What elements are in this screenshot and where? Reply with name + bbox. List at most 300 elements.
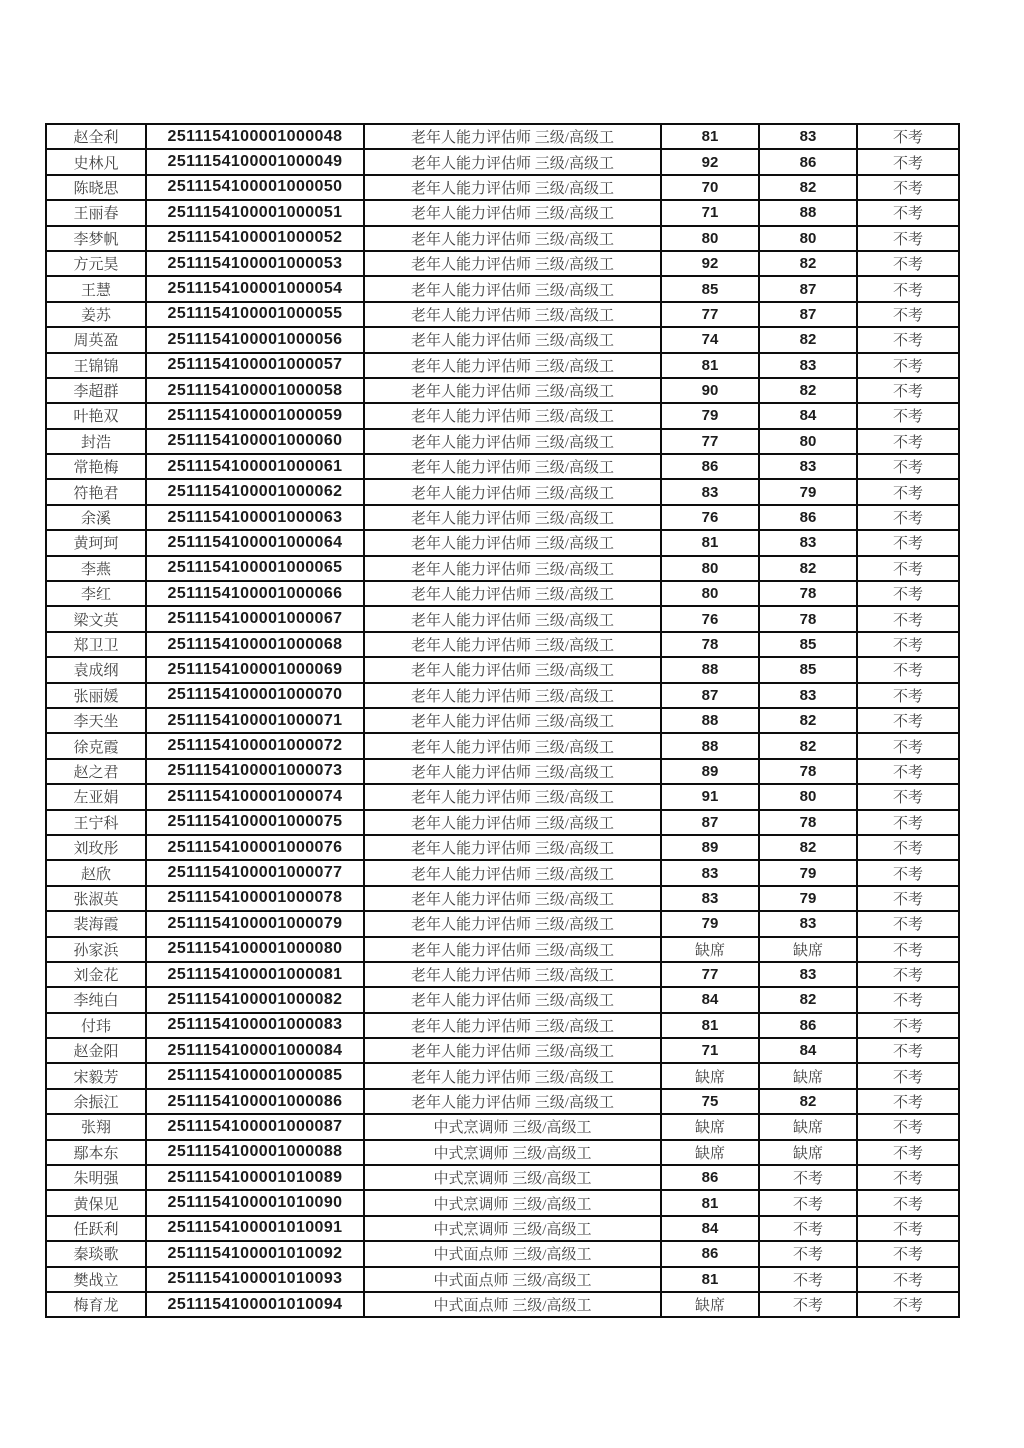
results-table-body bbox=[46, 124, 959, 1317]
name-cell: 刘金花 bbox=[46, 962, 146, 987]
name-cell: 符艳君 bbox=[46, 479, 146, 504]
name-cell: 秦琰歌 bbox=[46, 1241, 146, 1266]
occupation-level-cell: 老年人能力评估师 三级/高级工 bbox=[364, 1038, 661, 1063]
occupation-level-cell: 老年人能力评估师 三级/高级工 bbox=[364, 200, 661, 225]
table-row bbox=[46, 733, 959, 758]
occupation-level-cell: 中式烹调师 三级/高级工 bbox=[364, 1114, 661, 1139]
score-3-cell: 不考 bbox=[857, 886, 959, 911]
name-cell: 樊战立 bbox=[46, 1267, 146, 1292]
score-2-cell: 83 bbox=[759, 454, 857, 479]
score-1-cell: 84 bbox=[661, 1216, 759, 1241]
occupation-level-cell: 老年人能力评估师 三级/高级工 bbox=[364, 581, 661, 606]
occupation-level-cell: 老年人能力评估师 三级/高级工 bbox=[364, 784, 661, 809]
score-1-cell: 71 bbox=[661, 200, 759, 225]
name-cell: 李纯白 bbox=[46, 987, 146, 1012]
table-row bbox=[46, 708, 959, 733]
score-1-cell: 缺席 bbox=[661, 1063, 759, 1088]
score-2-cell: 缺席 bbox=[759, 1114, 857, 1139]
table-row bbox=[46, 1216, 959, 1241]
occupation-level-cell: 老年人能力评估师 三级/高级工 bbox=[364, 403, 661, 428]
score-3-cell: 不考 bbox=[857, 149, 959, 174]
occupation-level-cell: 中式烹调师 三级/高级工 bbox=[364, 1140, 661, 1165]
score-1-cell: 79 bbox=[661, 911, 759, 936]
occupation-level-cell: 老年人能力评估师 三级/高级工 bbox=[364, 1013, 661, 1038]
score-3-cell: 不考 bbox=[857, 1267, 959, 1292]
score-1-cell: 缺席 bbox=[661, 1114, 759, 1139]
exam-id-cell: 2511154100001010093 bbox=[146, 1267, 364, 1292]
name-cell: 常艳梅 bbox=[46, 454, 146, 479]
score-1-cell: 81 bbox=[661, 124, 759, 149]
name-cell: 宋毅芳 bbox=[46, 1063, 146, 1088]
table-row bbox=[46, 175, 959, 200]
name-cell: 史林凡 bbox=[46, 149, 146, 174]
occupation-level-cell: 老年人能力评估师 三级/高级工 bbox=[364, 860, 661, 885]
occupation-level-cell: 老年人能力评估师 三级/高级工 bbox=[364, 175, 661, 200]
score-2-cell: 不考 bbox=[759, 1216, 857, 1241]
exam-id-cell: 2511154100001000054 bbox=[146, 276, 364, 301]
table-row bbox=[46, 1267, 959, 1292]
score-1-cell: 92 bbox=[661, 251, 759, 276]
table-row bbox=[46, 1063, 959, 1088]
score-3-cell: 不考 bbox=[857, 505, 959, 530]
score-1-cell: 86 bbox=[661, 454, 759, 479]
table-row bbox=[46, 1140, 959, 1165]
score-1-cell: 78 bbox=[661, 632, 759, 657]
score-2-cell: 82 bbox=[759, 556, 857, 581]
occupation-level-cell: 老年人能力评估师 三级/高级工 bbox=[364, 302, 661, 327]
table-row bbox=[46, 302, 959, 327]
table-row bbox=[46, 962, 959, 987]
score-3-cell: 不考 bbox=[857, 962, 959, 987]
score-2-cell: 78 bbox=[759, 606, 857, 631]
name-cell: 梅育龙 bbox=[46, 1292, 146, 1317]
score-2-cell: 79 bbox=[759, 479, 857, 504]
table-row bbox=[46, 1114, 959, 1139]
exam-id-cell: 2511154100001000065 bbox=[146, 556, 364, 581]
score-1-cell: 90 bbox=[661, 378, 759, 403]
table-row bbox=[46, 251, 959, 276]
occupation-level-cell: 老年人能力评估师 三级/高级工 bbox=[364, 149, 661, 174]
score-1-cell: 88 bbox=[661, 657, 759, 682]
occupation-level-cell: 老年人能力评估师 三级/高级工 bbox=[364, 556, 661, 581]
exam-id-cell: 2511154100001000061 bbox=[146, 454, 364, 479]
score-1-cell: 86 bbox=[661, 1165, 759, 1190]
occupation-level-cell: 中式面点师 三级/高级工 bbox=[364, 1292, 661, 1317]
exam-id-cell: 2511154100001000082 bbox=[146, 987, 364, 1012]
name-cell: 姜苏 bbox=[46, 302, 146, 327]
score-1-cell: 88 bbox=[661, 708, 759, 733]
exam-id-cell: 2511154100001000064 bbox=[146, 530, 364, 555]
score-1-cell: 84 bbox=[661, 987, 759, 1012]
exam-id-cell: 2511154100001000074 bbox=[146, 784, 364, 809]
occupation-level-cell: 老年人能力评估师 三级/高级工 bbox=[364, 276, 661, 301]
name-cell: 黄保见 bbox=[46, 1190, 146, 1215]
score-3-cell: 不考 bbox=[857, 606, 959, 631]
score-3-cell: 不考 bbox=[857, 251, 959, 276]
exam-id-cell: 2511154100001000053 bbox=[146, 251, 364, 276]
score-3-cell: 不考 bbox=[857, 683, 959, 708]
score-2-cell: 82 bbox=[759, 378, 857, 403]
exam-id-cell: 2511154100001000083 bbox=[146, 1013, 364, 1038]
name-cell: 梁文英 bbox=[46, 606, 146, 631]
table-row bbox=[46, 226, 959, 251]
occupation-level-cell: 老年人能力评估师 三级/高级工 bbox=[364, 505, 661, 530]
exam-id-cell: 2511154100001000062 bbox=[146, 479, 364, 504]
table-row bbox=[46, 1165, 959, 1190]
score-2-cell: 缺席 bbox=[759, 937, 857, 962]
exam-id-cell: 2511154100001000049 bbox=[146, 149, 364, 174]
name-cell: 袁成纲 bbox=[46, 657, 146, 682]
score-1-cell: 74 bbox=[661, 327, 759, 352]
occupation-level-cell: 老年人能力评估师 三级/高级工 bbox=[364, 987, 661, 1012]
exam-id-cell: 2511154100001000087 bbox=[146, 1114, 364, 1139]
exam-id-cell: 2511154100001000063 bbox=[146, 505, 364, 530]
score-3-cell: 不考 bbox=[857, 911, 959, 936]
score-1-cell: 81 bbox=[661, 1267, 759, 1292]
score-3-cell: 不考 bbox=[857, 175, 959, 200]
score-1-cell: 85 bbox=[661, 276, 759, 301]
table-row bbox=[46, 1089, 959, 1114]
score-3-cell: 不考 bbox=[857, 327, 959, 352]
score-2-cell: 83 bbox=[759, 683, 857, 708]
score-1-cell: 86 bbox=[661, 1241, 759, 1266]
score-1-cell: 81 bbox=[661, 1190, 759, 1215]
score-1-cell: 71 bbox=[661, 1038, 759, 1063]
exam-id-cell: 2511154100001010094 bbox=[146, 1292, 364, 1317]
score-2-cell: 82 bbox=[759, 708, 857, 733]
score-2-cell: 80 bbox=[759, 226, 857, 251]
exam-id-cell: 2511154100001000050 bbox=[146, 175, 364, 200]
score-1-cell: 76 bbox=[661, 606, 759, 631]
score-2-cell: 79 bbox=[759, 886, 857, 911]
exam-id-cell: 2511154100001000085 bbox=[146, 1063, 364, 1088]
score-2-cell: 84 bbox=[759, 1038, 857, 1063]
name-cell: 左亚娟 bbox=[46, 784, 146, 809]
exam-id-cell: 2511154100001000066 bbox=[146, 581, 364, 606]
occupation-level-cell: 老年人能力评估师 三级/高级工 bbox=[364, 835, 661, 860]
score-3-cell: 不考 bbox=[857, 1038, 959, 1063]
name-cell: 徐克霞 bbox=[46, 733, 146, 758]
score-2-cell: 85 bbox=[759, 632, 857, 657]
score-1-cell: 83 bbox=[661, 860, 759, 885]
score-3-cell: 不考 bbox=[857, 226, 959, 251]
score-1-cell: 77 bbox=[661, 429, 759, 454]
exam-id-cell: 2511154100001000052 bbox=[146, 226, 364, 251]
table-row bbox=[46, 124, 959, 149]
occupation-level-cell: 老年人能力评估师 三级/高级工 bbox=[364, 454, 661, 479]
table-row bbox=[46, 683, 959, 708]
exam-id-cell: 2511154100001010089 bbox=[146, 1165, 364, 1190]
score-1-cell: 70 bbox=[661, 175, 759, 200]
exam-id-cell: 2511154100001000048 bbox=[146, 124, 364, 149]
occupation-level-cell: 老年人能力评估师 三级/高级工 bbox=[364, 708, 661, 733]
occupation-level-cell: 老年人能力评估师 三级/高级工 bbox=[364, 657, 661, 682]
table-row bbox=[46, 835, 959, 860]
occupation-level-cell: 老年人能力评估师 三级/高级工 bbox=[364, 479, 661, 504]
table-row bbox=[46, 1190, 959, 1215]
score-3-cell: 不考 bbox=[857, 479, 959, 504]
score-3-cell: 不考 bbox=[857, 581, 959, 606]
score-1-cell: 缺席 bbox=[661, 937, 759, 962]
score-2-cell: 不考 bbox=[759, 1190, 857, 1215]
exam-id-cell: 2511154100001000080 bbox=[146, 937, 364, 962]
name-cell: 李梦帆 bbox=[46, 226, 146, 251]
occupation-level-cell: 老年人能力评估师 三级/高级工 bbox=[364, 886, 661, 911]
score-3-cell: 不考 bbox=[857, 1114, 959, 1139]
table-row bbox=[46, 810, 959, 835]
score-1-cell: 79 bbox=[661, 403, 759, 428]
table-row bbox=[46, 454, 959, 479]
occupation-level-cell: 老年人能力评估师 三级/高级工 bbox=[364, 429, 661, 454]
exam-id-cell: 2511154100001000056 bbox=[146, 327, 364, 352]
name-cell: 黄珂珂 bbox=[46, 530, 146, 555]
name-cell: 任跃利 bbox=[46, 1216, 146, 1241]
score-2-cell: 86 bbox=[759, 149, 857, 174]
table-row bbox=[46, 632, 959, 657]
occupation-level-cell: 老年人能力评估师 三级/高级工 bbox=[364, 632, 661, 657]
score-3-cell: 不考 bbox=[857, 759, 959, 784]
score-3-cell: 不考 bbox=[857, 530, 959, 555]
table-row bbox=[46, 606, 959, 631]
name-cell: 李红 bbox=[46, 581, 146, 606]
score-2-cell: 85 bbox=[759, 657, 857, 682]
occupation-level-cell: 老年人能力评估师 三级/高级工 bbox=[364, 226, 661, 251]
score-3-cell: 不考 bbox=[857, 353, 959, 378]
name-cell: 赵金阳 bbox=[46, 1038, 146, 1063]
occupation-level-cell: 老年人能力评估师 三级/高级工 bbox=[364, 1089, 661, 1114]
exam-id-cell: 2511154100001000057 bbox=[146, 353, 364, 378]
score-1-cell: 89 bbox=[661, 835, 759, 860]
score-3-cell: 不考 bbox=[857, 1216, 959, 1241]
score-3-cell: 不考 bbox=[857, 987, 959, 1012]
score-1-cell: 77 bbox=[661, 962, 759, 987]
name-cell: 封浩 bbox=[46, 429, 146, 454]
score-2-cell: 84 bbox=[759, 403, 857, 428]
score-3-cell: 不考 bbox=[857, 403, 959, 428]
exam-id-cell: 2511154100001000078 bbox=[146, 886, 364, 911]
name-cell: 赵全利 bbox=[46, 124, 146, 149]
score-1-cell: 83 bbox=[661, 479, 759, 504]
exam-id-cell: 2511154100001010091 bbox=[146, 1216, 364, 1241]
score-2-cell: 80 bbox=[759, 429, 857, 454]
score-3-cell: 不考 bbox=[857, 860, 959, 885]
table-row bbox=[46, 581, 959, 606]
occupation-level-cell: 老年人能力评估师 三级/高级工 bbox=[364, 530, 661, 555]
occupation-level-cell: 老年人能力评估师 三级/高级工 bbox=[364, 251, 661, 276]
name-cell: 张淑英 bbox=[46, 886, 146, 911]
score-1-cell: 75 bbox=[661, 1089, 759, 1114]
name-cell: 李超群 bbox=[46, 378, 146, 403]
exam-id-cell: 2511154100001000070 bbox=[146, 683, 364, 708]
exam-id-cell: 2511154100001000084 bbox=[146, 1038, 364, 1063]
table-row bbox=[46, 1292, 959, 1317]
score-2-cell: 78 bbox=[759, 581, 857, 606]
table-row bbox=[46, 429, 959, 454]
exam-id-cell: 2511154100001000081 bbox=[146, 962, 364, 987]
score-1-cell: 88 bbox=[661, 733, 759, 758]
table-row bbox=[46, 1241, 959, 1266]
exam-id-cell: 2511154100001000073 bbox=[146, 759, 364, 784]
score-2-cell: 不考 bbox=[759, 1267, 857, 1292]
table-row bbox=[46, 479, 959, 504]
score-2-cell: 83 bbox=[759, 530, 857, 555]
exam-id-cell: 2511154100001010090 bbox=[146, 1190, 364, 1215]
exam-id-cell: 2511154100001000079 bbox=[146, 911, 364, 936]
occupation-level-cell: 老年人能力评估师 三级/高级工 bbox=[364, 124, 661, 149]
name-cell: 付玮 bbox=[46, 1013, 146, 1038]
score-2-cell: 86 bbox=[759, 505, 857, 530]
score-1-cell: 87 bbox=[661, 810, 759, 835]
occupation-level-cell: 中式面点师 三级/高级工 bbox=[364, 1241, 661, 1266]
name-cell: 王慧 bbox=[46, 276, 146, 301]
name-cell: 刘玫彤 bbox=[46, 835, 146, 860]
name-cell: 叶艳双 bbox=[46, 403, 146, 428]
score-1-cell: 缺席 bbox=[661, 1140, 759, 1165]
table-row bbox=[46, 657, 959, 682]
name-cell: 李天坐 bbox=[46, 708, 146, 733]
score-3-cell: 不考 bbox=[857, 1241, 959, 1266]
exam-id-cell: 2511154100001000059 bbox=[146, 403, 364, 428]
score-3-cell: 不考 bbox=[857, 302, 959, 327]
occupation-level-cell: 中式面点师 三级/高级工 bbox=[364, 1267, 661, 1292]
score-3-cell: 不考 bbox=[857, 378, 959, 403]
score-3-cell: 不考 bbox=[857, 1063, 959, 1088]
occupation-level-cell: 中式烹调师 三级/高级工 bbox=[364, 1190, 661, 1215]
table-row bbox=[46, 505, 959, 530]
name-cell: 余溪 bbox=[46, 505, 146, 530]
score-3-cell: 不考 bbox=[857, 200, 959, 225]
exam-id-cell: 2511154100001000067 bbox=[146, 606, 364, 631]
name-cell: 王丽春 bbox=[46, 200, 146, 225]
name-cell: 孙家浜 bbox=[46, 937, 146, 962]
occupation-level-cell: 老年人能力评估师 三级/高级工 bbox=[364, 378, 661, 403]
table-row bbox=[46, 530, 959, 555]
occupation-level-cell: 老年人能力评估师 三级/高级工 bbox=[364, 606, 661, 631]
exam-id-cell: 2511154100001010092 bbox=[146, 1241, 364, 1266]
name-cell: 周英盈 bbox=[46, 327, 146, 352]
name-cell: 王锦锦 bbox=[46, 353, 146, 378]
table-row bbox=[46, 200, 959, 225]
score-3-cell: 不考 bbox=[857, 556, 959, 581]
exam-id-cell: 2511154100001000069 bbox=[146, 657, 364, 682]
score-2-cell: 83 bbox=[759, 911, 857, 936]
score-2-cell: 83 bbox=[759, 353, 857, 378]
score-1-cell: 91 bbox=[661, 784, 759, 809]
score-2-cell: 82 bbox=[759, 327, 857, 352]
exam-id-cell: 2511154100001000060 bbox=[146, 429, 364, 454]
name-cell: 鄢本东 bbox=[46, 1140, 146, 1165]
score-3-cell: 不考 bbox=[857, 657, 959, 682]
occupation-level-cell: 老年人能力评估师 三级/高级工 bbox=[364, 937, 661, 962]
table-row bbox=[46, 987, 959, 1012]
name-cell: 陈晓思 bbox=[46, 175, 146, 200]
occupation-level-cell: 老年人能力评估师 三级/高级工 bbox=[364, 733, 661, 758]
score-1-cell: 缺席 bbox=[661, 1292, 759, 1317]
name-cell: 赵之君 bbox=[46, 759, 146, 784]
score-3-cell: 不考 bbox=[857, 1292, 959, 1317]
occupation-level-cell: 老年人能力评估师 三级/高级工 bbox=[364, 327, 661, 352]
score-3-cell: 不考 bbox=[857, 937, 959, 962]
score-2-cell: 78 bbox=[759, 810, 857, 835]
table-row bbox=[46, 886, 959, 911]
score-3-cell: 不考 bbox=[857, 1089, 959, 1114]
score-1-cell: 92 bbox=[661, 149, 759, 174]
score-2-cell: 86 bbox=[759, 1013, 857, 1038]
score-3-cell: 不考 bbox=[857, 276, 959, 301]
score-1-cell: 80 bbox=[661, 226, 759, 251]
name-cell: 张翔 bbox=[46, 1114, 146, 1139]
table-row bbox=[46, 327, 959, 352]
name-cell: 李燕 bbox=[46, 556, 146, 581]
score-2-cell: 87 bbox=[759, 302, 857, 327]
score-2-cell: 87 bbox=[759, 276, 857, 301]
exam-id-cell: 2511154100001000068 bbox=[146, 632, 364, 657]
name-cell: 王宁科 bbox=[46, 810, 146, 835]
score-3-cell: 不考 bbox=[857, 708, 959, 733]
score-1-cell: 81 bbox=[661, 530, 759, 555]
score-3-cell: 不考 bbox=[857, 835, 959, 860]
score-3-cell: 不考 bbox=[857, 454, 959, 479]
score-2-cell: 82 bbox=[759, 1089, 857, 1114]
occupation-level-cell: 老年人能力评估师 三级/高级工 bbox=[364, 911, 661, 936]
score-2-cell: 78 bbox=[759, 759, 857, 784]
score-1-cell: 77 bbox=[661, 302, 759, 327]
score-2-cell: 83 bbox=[759, 962, 857, 987]
table-row bbox=[46, 378, 959, 403]
occupation-level-cell: 老年人能力评估师 三级/高级工 bbox=[364, 810, 661, 835]
occupation-level-cell: 老年人能力评估师 三级/高级工 bbox=[364, 683, 661, 708]
score-1-cell: 80 bbox=[661, 556, 759, 581]
table-row bbox=[46, 403, 959, 428]
score-2-cell: 82 bbox=[759, 175, 857, 200]
score-3-cell: 不考 bbox=[857, 810, 959, 835]
score-1-cell: 87 bbox=[661, 683, 759, 708]
table-row bbox=[46, 276, 959, 301]
name-cell: 裴海霞 bbox=[46, 911, 146, 936]
name-cell: 方元昊 bbox=[46, 251, 146, 276]
score-3-cell: 不考 bbox=[857, 1140, 959, 1165]
table-row bbox=[46, 1038, 959, 1063]
table-row bbox=[46, 911, 959, 936]
table-row bbox=[46, 1013, 959, 1038]
score-2-cell: 80 bbox=[759, 784, 857, 809]
exam-id-cell: 2511154100001000072 bbox=[146, 733, 364, 758]
occupation-level-cell: 老年人能力评估师 三级/高级工 bbox=[364, 759, 661, 784]
name-cell: 朱明强 bbox=[46, 1165, 146, 1190]
score-2-cell: 82 bbox=[759, 251, 857, 276]
exam-id-cell: 2511154100001000051 bbox=[146, 200, 364, 225]
name-cell: 赵欣 bbox=[46, 860, 146, 885]
exam-id-cell: 2511154100001000086 bbox=[146, 1089, 364, 1114]
name-cell: 郑卫卫 bbox=[46, 632, 146, 657]
score-2-cell: 83 bbox=[759, 124, 857, 149]
table-row bbox=[46, 937, 959, 962]
exam-results-table bbox=[45, 123, 960, 1318]
exam-id-cell: 2511154100001000076 bbox=[146, 835, 364, 860]
exam-id-cell: 2511154100001000058 bbox=[146, 378, 364, 403]
score-2-cell: 不考 bbox=[759, 1292, 857, 1317]
table-row bbox=[46, 784, 959, 809]
exam-id-cell: 2511154100001000055 bbox=[146, 302, 364, 327]
exam-id-cell: 2511154100001000071 bbox=[146, 708, 364, 733]
score-1-cell: 81 bbox=[661, 1013, 759, 1038]
score-3-cell: 不考 bbox=[857, 1165, 959, 1190]
score-3-cell: 不考 bbox=[857, 784, 959, 809]
exam-id-cell: 2511154100001000088 bbox=[146, 1140, 364, 1165]
score-2-cell: 缺席 bbox=[759, 1063, 857, 1088]
table-row bbox=[46, 556, 959, 581]
score-3-cell: 不考 bbox=[857, 1013, 959, 1038]
